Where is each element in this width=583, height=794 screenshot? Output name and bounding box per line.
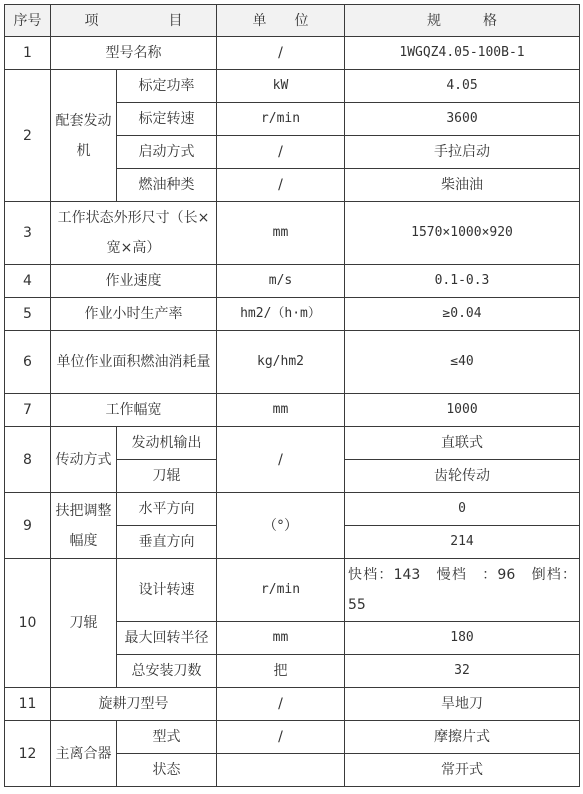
row-group: 刀辊 xyxy=(51,559,117,688)
row-spec: 快档：143 慢档 ：96 倒档：55 xyxy=(345,559,580,622)
row-unit: / xyxy=(217,427,345,493)
table-row xyxy=(5,721,580,754)
row-spec: 直联式 xyxy=(345,427,580,460)
row-spec: 32 xyxy=(345,655,580,688)
row-spec: 1WGQZ4.05-100B-1 xyxy=(345,37,580,70)
row-spec: 齿轮传动 xyxy=(345,460,580,493)
header-row xyxy=(5,5,580,37)
table-row xyxy=(5,202,580,265)
row-no: 11 xyxy=(5,688,51,721)
row-no: 4 xyxy=(5,265,51,298)
row-spec: ≥0.04 xyxy=(345,298,580,331)
row-unit: r/min xyxy=(217,103,345,136)
row-unit: / xyxy=(217,688,345,721)
row-subitem: 标定转速 xyxy=(117,103,217,136)
table-row xyxy=(5,427,580,460)
row-no: 10 xyxy=(5,559,51,688)
row-no: 3 xyxy=(5,202,51,265)
row-unit: kg/hm2 xyxy=(217,331,345,394)
row-spec: 柴油油 xyxy=(345,169,580,202)
table-row xyxy=(5,331,580,394)
row-no: 2 xyxy=(5,70,51,202)
row-subitem: 刀辊 xyxy=(117,460,217,493)
row-unit: m/s xyxy=(217,265,345,298)
row-spec: 214 xyxy=(345,526,580,559)
row-spec: 180 xyxy=(345,622,580,655)
spec-table xyxy=(4,4,580,787)
table-row xyxy=(5,493,580,526)
row-no: 7 xyxy=(5,394,51,427)
row-subitem: 设计转速 xyxy=(117,559,217,622)
row-item: 工作幅宽 xyxy=(51,394,217,427)
row-unit: / xyxy=(217,169,345,202)
row-subitem: 燃油种类 xyxy=(117,169,217,202)
row-item: 旋耕刀型号 xyxy=(51,688,217,721)
row-group: 传动方式 xyxy=(51,427,117,493)
row-unit: hm2/（h·m） xyxy=(217,298,345,331)
row-subitem: 启动方式 xyxy=(117,136,217,169)
row-unit: / xyxy=(217,136,345,169)
row-subitem: 型式 xyxy=(117,721,217,754)
table-row xyxy=(5,37,580,70)
row-group: 扶把调整幅度 xyxy=(51,493,117,559)
row-unit: （°） xyxy=(217,493,345,559)
row-spec: 4.05 xyxy=(345,70,580,103)
row-group: 主离合器 xyxy=(51,721,117,787)
row-subitem: 发动机输出 xyxy=(117,427,217,460)
row-group: 配套发动机 xyxy=(51,70,117,202)
row-unit: kW xyxy=(217,70,345,103)
row-spec: 0.1-0.3 xyxy=(345,265,580,298)
row-unit: mm xyxy=(217,394,345,427)
row-spec: 手拉启动 xyxy=(345,136,580,169)
header-no: 序号 xyxy=(5,5,51,37)
row-no: 5 xyxy=(5,298,51,331)
header-item: 项 目 xyxy=(51,5,217,37)
row-item: 作业小时生产率 xyxy=(51,298,217,331)
row-item: 单位作业面积燃油消耗量 xyxy=(51,331,217,394)
row-unit: r/min xyxy=(217,559,345,622)
row-subitem: 水平方向 xyxy=(117,493,217,526)
header-spec: 规 格 xyxy=(345,5,580,37)
row-spec: 3600 xyxy=(345,103,580,136)
row-unit-empty xyxy=(217,754,345,787)
table-row xyxy=(5,394,580,427)
row-no: 6 xyxy=(5,331,51,394)
row-unit: mm xyxy=(217,202,345,265)
row-spec: 旱地刀 xyxy=(345,688,580,721)
row-subitem: 最大回转半径 xyxy=(117,622,217,655)
row-unit: 把 xyxy=(217,655,345,688)
row-no: 8 xyxy=(5,427,51,493)
table-row xyxy=(5,559,580,622)
row-no: 1 xyxy=(5,37,51,70)
row-spec: 0 xyxy=(345,493,580,526)
row-spec: 1000 xyxy=(345,394,580,427)
row-no: 9 xyxy=(5,493,51,559)
row-spec: ≤40 xyxy=(345,331,580,394)
row-subitem: 总安装刀数 xyxy=(117,655,217,688)
row-unit: / xyxy=(217,721,345,754)
header-unit: 单 位 xyxy=(217,5,345,37)
row-subitem: 状态 xyxy=(117,754,217,787)
row-no: 12 xyxy=(5,721,51,787)
row-spec: 常开式 xyxy=(345,754,580,787)
table-row xyxy=(5,688,580,721)
table-row xyxy=(5,265,580,298)
table-row xyxy=(5,298,580,331)
row-item: 工作状态外形尺寸（长×宽×高） xyxy=(51,202,217,265)
row-spec: 1570×1000×920 xyxy=(345,202,580,265)
row-item: 作业速度 xyxy=(51,265,217,298)
row-subitem: 标定功率 xyxy=(117,70,217,103)
row-subitem: 垂直方向 xyxy=(117,526,217,559)
table-row xyxy=(5,70,580,103)
row-spec: 摩擦片式 xyxy=(345,721,580,754)
row-unit: mm xyxy=(217,622,345,655)
row-item: 型号名称 xyxy=(51,37,217,70)
row-unit: / xyxy=(217,37,345,70)
